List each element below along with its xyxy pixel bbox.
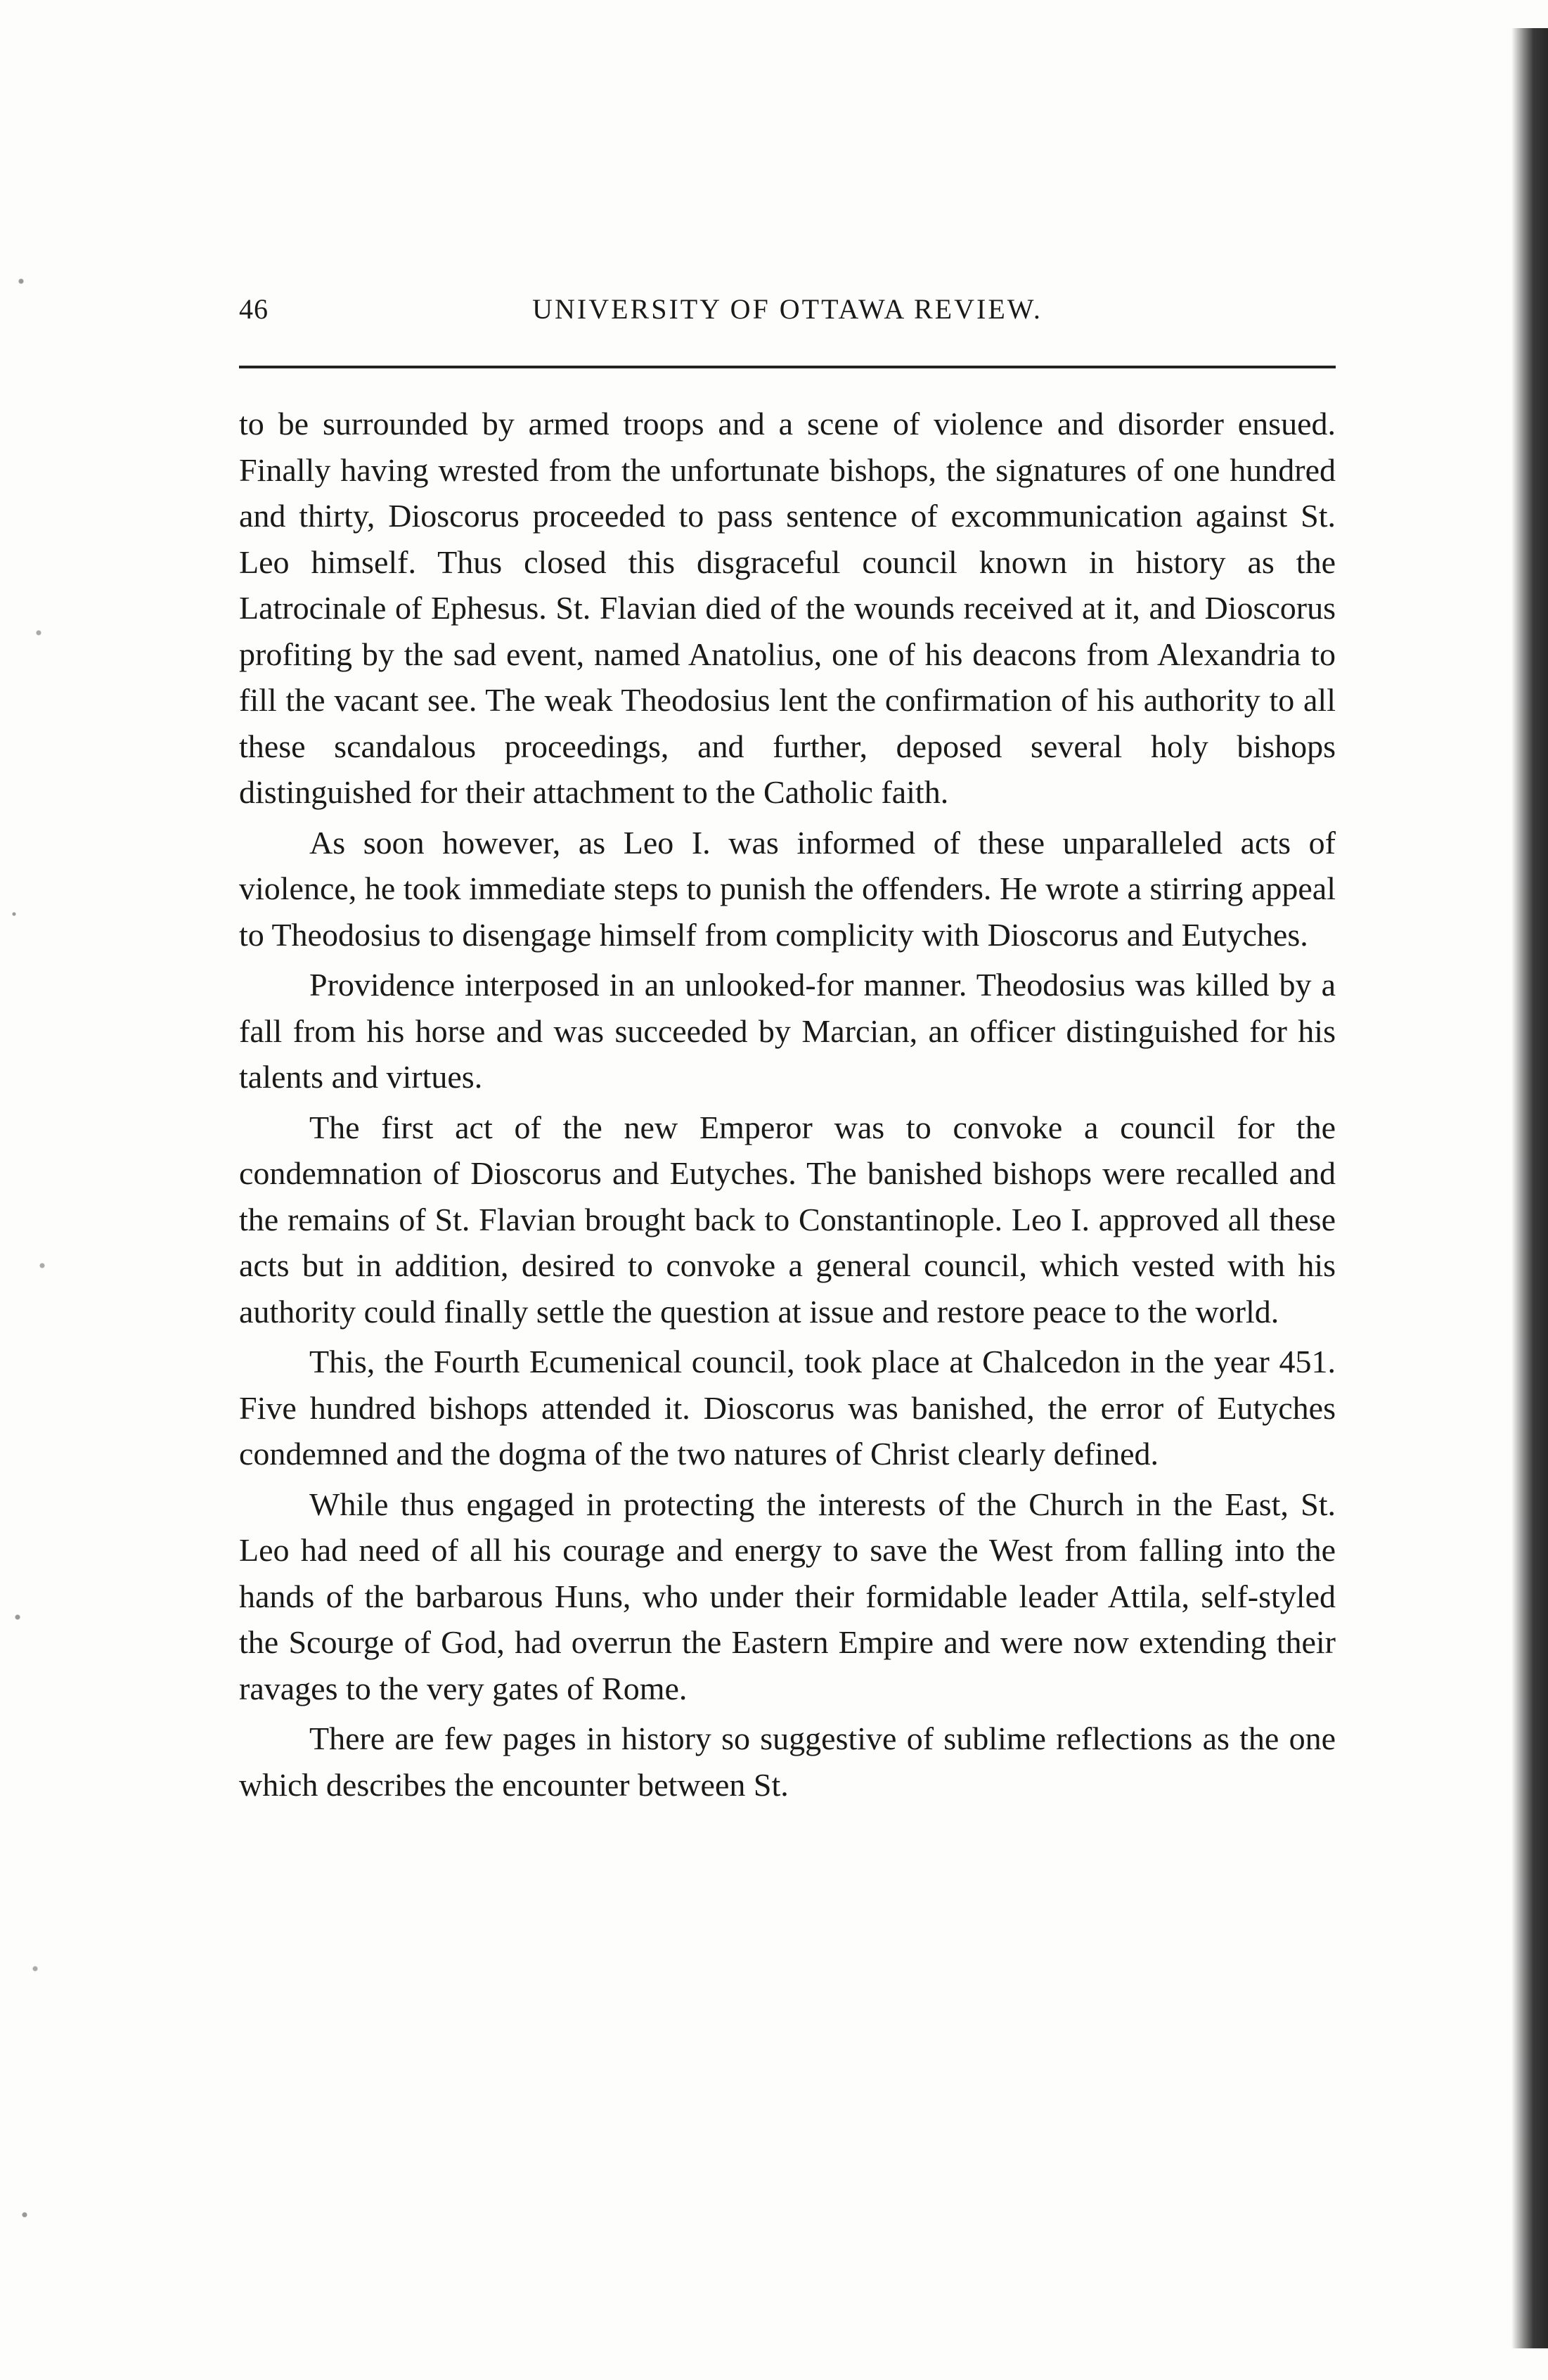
running-title: UNIVERSITY OF OTTAWA REVIEW. (532, 293, 1043, 325)
paragraph: There are few pages in history so suggestive of sublime reflections as the one which describes the encounter between St. (239, 1720, 1336, 1803)
running-header (239, 288, 1336, 345)
paragraph: Providence interposed in an unlooked-for manner. Theodosius was killed by a fall from his horse and was succeeded by Marcian, an officer distinguished for his talents and virtues. (239, 967, 1336, 1095)
binding-shadow (1511, 28, 1548, 2348)
page-number: 46 (239, 293, 269, 325)
paragraph: The first act of the new Emperor was to convoke a council for the condemnation of Dioscorus and Eutyches. The banished bishops were recalled and the remains of St. Flavian brought back to Constantinople. Leo I. approved all these acts but in addition, desired to convoke a general council, which vested with his authority could finally settle the question at issue and restore peace to the world. (239, 1109, 1336, 1330)
header-rule (239, 366, 1336, 368)
paragraph: As soon however, as Leo I. was informed of these unparalleled acts of violence, he took immediate steps to punish the offenders. He wrote a stirring appeal to Theodosius to disengage himself from complicity with Dioscorus and Eutyches. (239, 824, 1336, 953)
paragraph: While thus engaged in protecting the interests of the Church in the East, St. Leo had need of all his courage and energy to save the West from falling into the hands of the barbarous Huns, who under their formidable leader Attila, self-styled the Scourge of God, had overrun the Eastern Empire and were now extending their ravages to the very gates of Rome. (239, 1486, 1336, 1706)
article-body (239, 401, 1336, 1808)
margin-speckle (0, 0, 84, 2380)
paragraph: to be surrounded by armed troops and a scene of violence and disorder ensued. Finally having wrested from the unfortunate bishops, the signatures of one hundred and thirty, Dioscorus proceeded to pass sentence of excommunication against St. Leo himself. Thus closed this disgraceful council known in history as the Latrocinale of Ephesus. St. Flavian died of the wounds received at it, and Dioscorus profiting by the sad event, named Anatolius, one of his deacons from Alexandria to fill the vacant see. The weak Theodosius lent the confirmation of his authority to all these scandalous proceedings, and further, deposed several holy bishops distinguished for their attachment to the Catholic faith. (239, 406, 1336, 810)
paragraph: This, the Fourth Ecumenical council, took place at Chalcedon in the year 451. Five hundred bishops attended it. Dioscorus was banished, the error of Eutyches condemned and the dogma of the two natures of Christ clearly defined. (239, 1344, 1336, 1472)
